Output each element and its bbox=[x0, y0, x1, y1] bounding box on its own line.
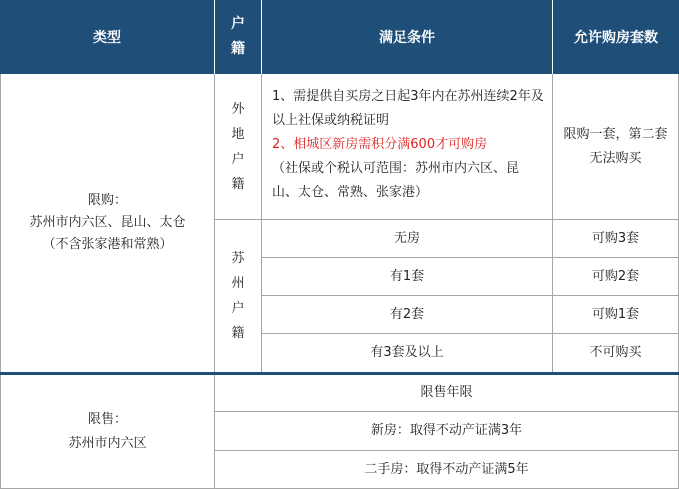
sale-type-cell bbox=[0, 375, 215, 489]
sale-type-line-1: 限售： bbox=[87, 411, 127, 427]
local-allowed-row-2: 可购2套 bbox=[553, 258, 679, 296]
sale-type-line-2: 苏州市内六区 bbox=[68, 435, 147, 451]
nonlocal-allowed-text: 限购一套，第二套无法购买 bbox=[563, 126, 668, 166]
huji-nonlocal-char: 户 bbox=[231, 151, 245, 167]
condition-2-highlight: 2、相城区新房需积分满600才可购房 bbox=[272, 137, 488, 152]
header-huji-char-2: 籍 bbox=[231, 41, 245, 57]
huji-local-char: 州 bbox=[231, 276, 245, 291]
huji-nonlocal-char: 籍 bbox=[231, 176, 245, 192]
huji-nonlocal-char: 外 bbox=[231, 101, 245, 117]
local-condition-row-4: 有3套及以上 bbox=[262, 334, 553, 373]
huji-nonlocal-cell bbox=[215, 74, 262, 220]
huji-local-cell bbox=[215, 220, 262, 373]
nonlocal-conditions-cell bbox=[262, 74, 553, 220]
nonlocal-allowed-cell bbox=[553, 74, 679, 220]
local-allowed-row-3: 可购1套 bbox=[553, 296, 679, 334]
header-type: 类型 bbox=[0, 0, 215, 74]
local-allowed-row-1: 可购3套 bbox=[553, 220, 679, 258]
huji-local-char: 苏 bbox=[231, 251, 245, 266]
purchase-type-cell bbox=[0, 74, 215, 373]
purchase-type-line-3: （不含张家港和常熟） bbox=[42, 237, 173, 252]
header-allowed: 允许购房套数 bbox=[553, 0, 679, 74]
local-allowed-row-4: 不可购买 bbox=[553, 334, 679, 373]
sale-period-row-resale: 二手房：取得不动产证满5年 bbox=[215, 451, 679, 489]
purchase-type-line-1: 限购： bbox=[87, 193, 127, 208]
header-condition: 满足条件 bbox=[262, 0, 553, 74]
local-condition-row-3: 有2套 bbox=[262, 296, 553, 334]
sale-period-header: 限售年限 bbox=[215, 375, 679, 412]
local-condition-row-1: 无房 bbox=[262, 220, 553, 258]
huji-nonlocal-char: 地 bbox=[231, 126, 245, 142]
purchase-type-line-2: 苏州市内六区、昆山、太仓 bbox=[29, 215, 186, 230]
huji-local-char: 籍 bbox=[231, 326, 245, 341]
condition-3-scope: （社保或个税认可范围：苏州市内六区、昆山、太仓、常熟、张家港） bbox=[272, 161, 520, 200]
local-condition-row-2: 有1套 bbox=[262, 258, 553, 296]
header-huji-char-1: 户 bbox=[231, 16, 245, 32]
sale-period-row-new: 新房：取得不动产证满3年 bbox=[215, 412, 679, 451]
condition-1: 1、需提供自买房之日起3年内在苏州连续2年及以上社保或纳税证明 bbox=[272, 89, 544, 128]
huji-local-char: 户 bbox=[231, 301, 245, 316]
header-huji bbox=[215, 0, 262, 74]
